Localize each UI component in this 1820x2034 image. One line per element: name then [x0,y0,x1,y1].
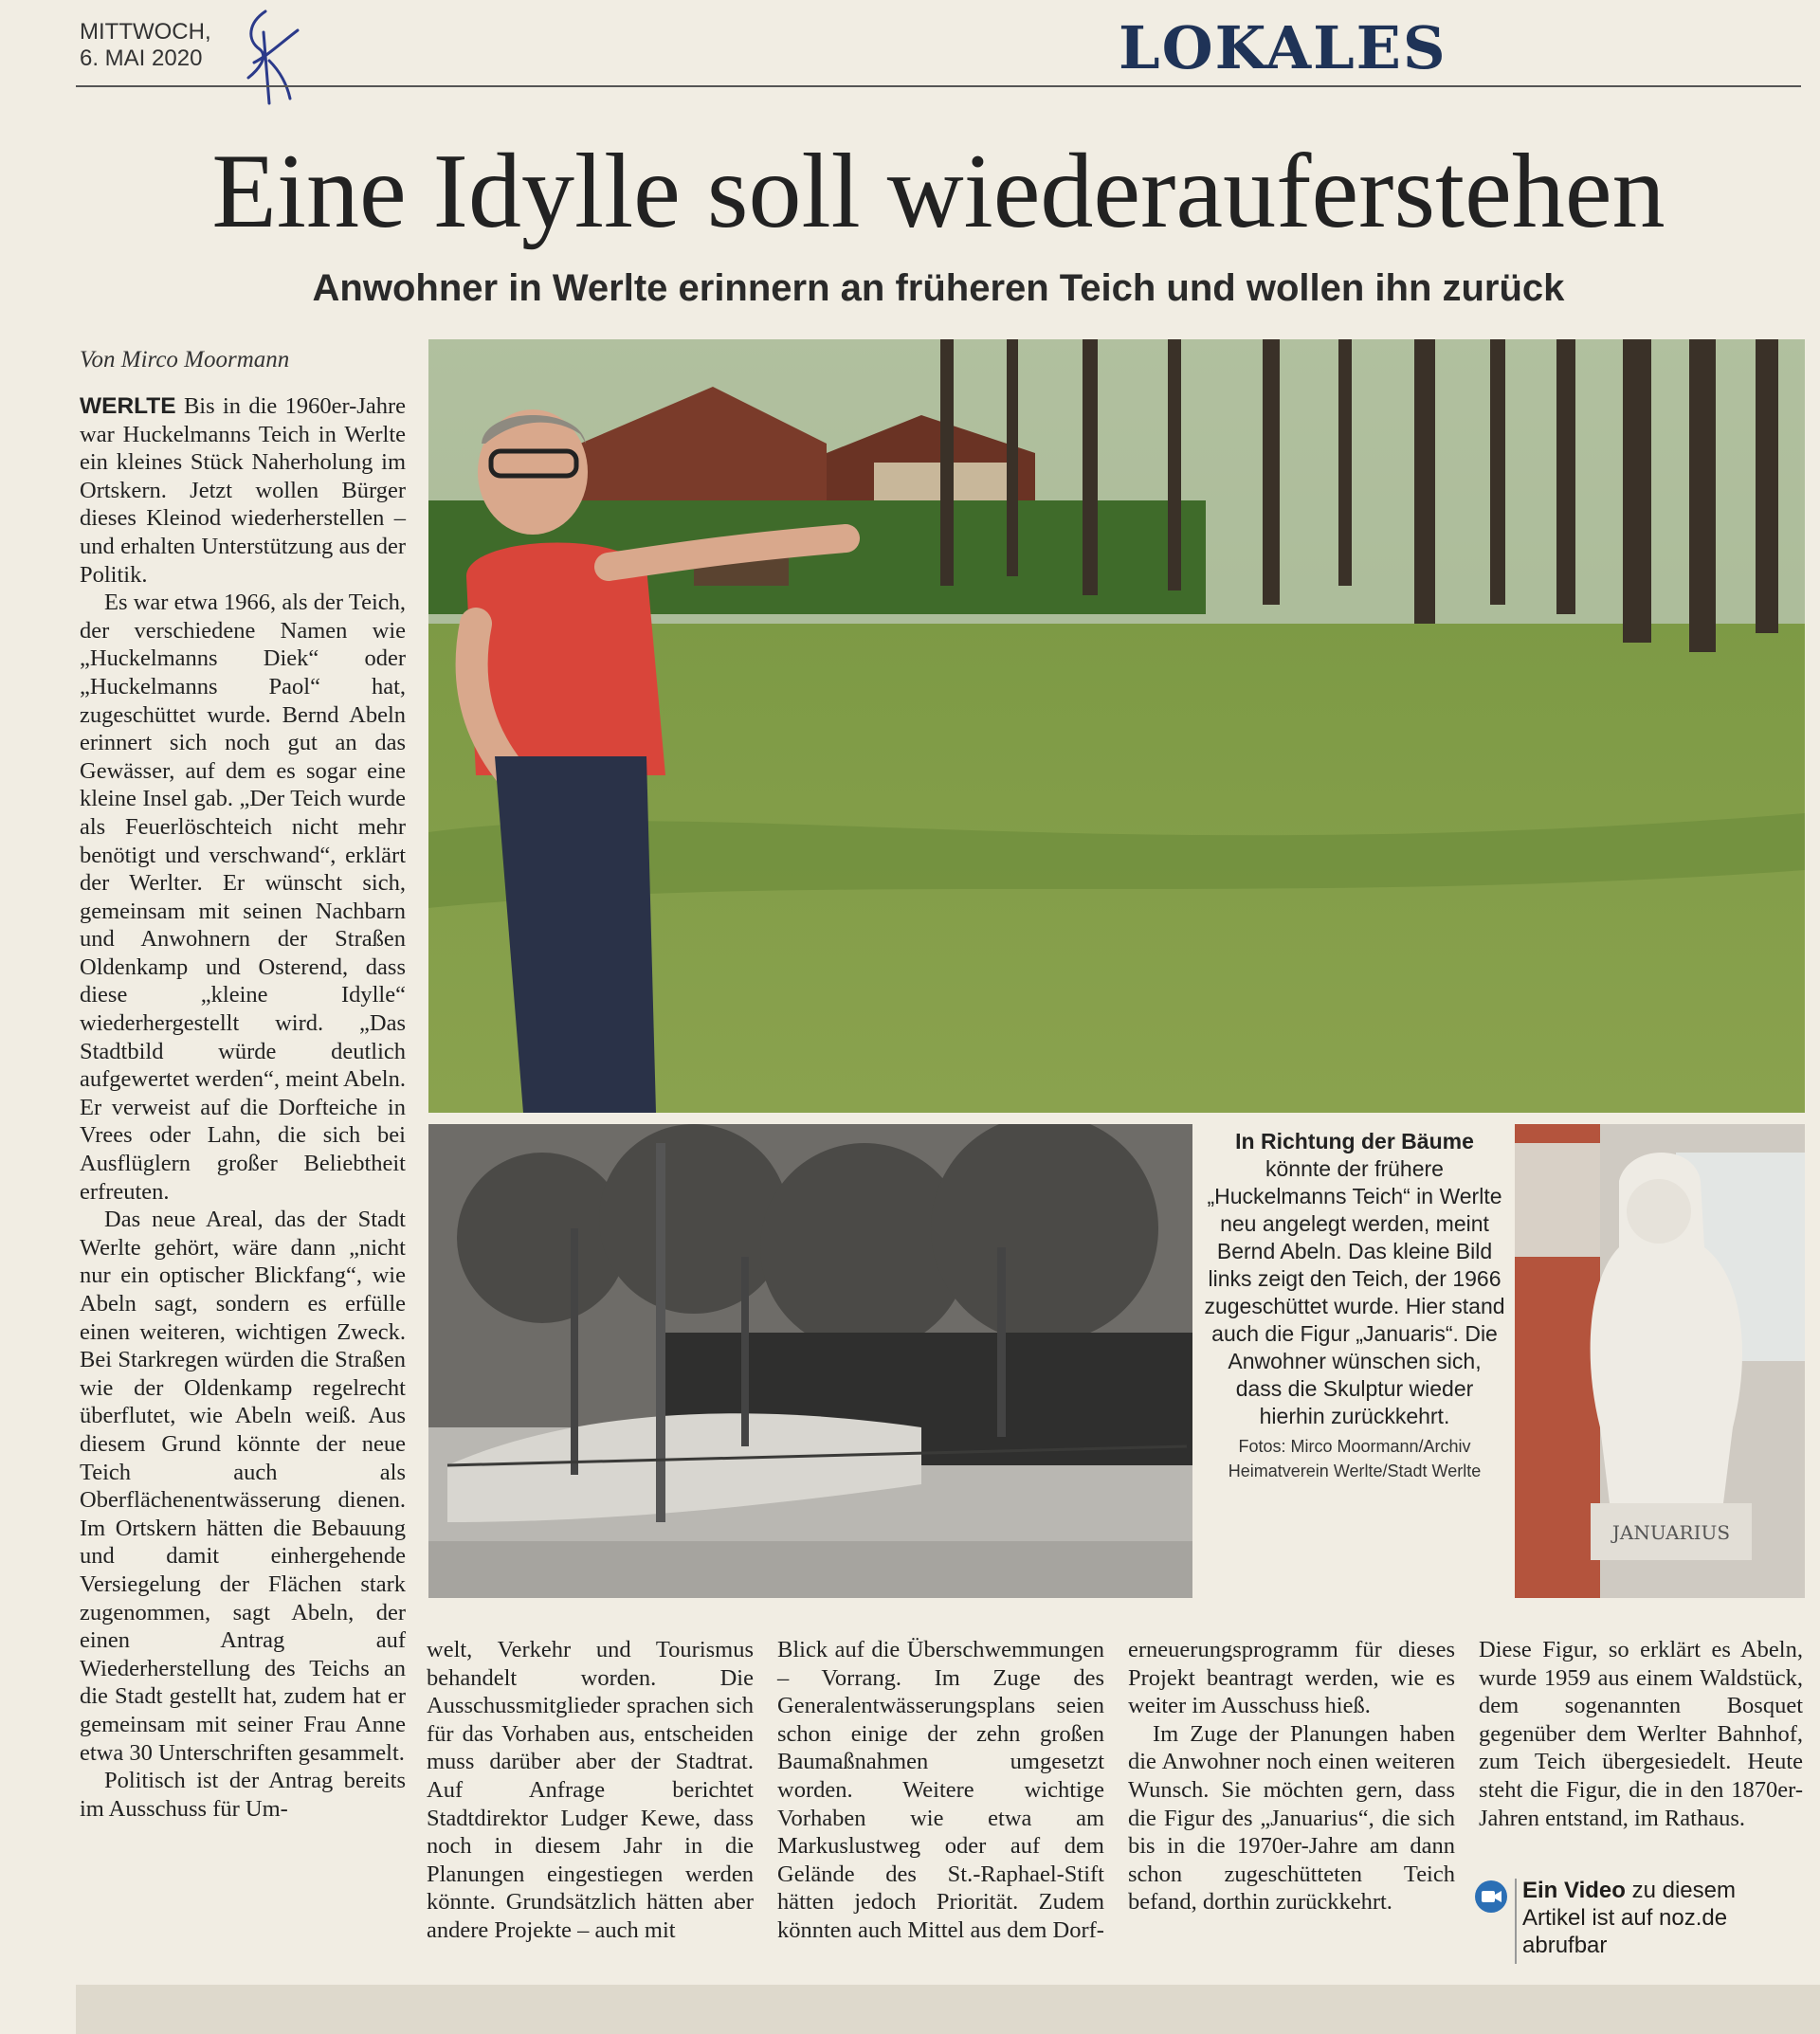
paragraph: Das neue Areal, das der Stadt Werlte gehört, wäre dann „nicht nur ein optischer Blickfang“, wie Abeln sagt, sondern es erfülle einen weiteren, wichtigen Zweck. Bei Starkregen würden die Straßen wie der Oldenkamp regelrecht überflutet, wie Abeln weiß. Aus diesem Grund könnte der neue Teich auch als Oberflächenentwässerung dienen. Im Ortskern hätten die Bebauung und damit einhergehende Versiegelung der Flächen stark zugenommen, sagt Abeln, der einen Antrag auf Wiederherstellung des Teichs an die Stadt gestellt hat, zudem hat er gemeinsam mit seiner Frau Anne etwa 30 Unterschriften gesammelt. [80,1207,406,1766]
headline: Eine Idylle soll wiederauferstehen [211,133,1665,250]
paragraph: Blick auf die Überschwemmungen – Vorrang. Im Zuge des Generalentwässerungsplans seien schon einige der zehn großen Baumaßnahmen umgesetzt worden. Weitere wichtige Vorhaben wie etwa am Markuslustweg oder auf dem Gelände des St.-Raphael-Stift hätten jedoch Priorität. Zudem könnten auch Mittel aus dem Dorf- [777,1637,1104,1943]
archive-pond-photo [428,1124,1192,1598]
caption-head: In Richtung der Bäume [1235,1129,1474,1153]
weekday: MITTWOCH, [80,19,211,45]
caption-body: könnte der frühere „Huckelmanns Teich“ in Werlte neu angelegt werden, meint Bernd Abeln. Das kleine Bild links zeigt den Teich, der 1966 zugeschüttet wurde. Hier stand auch die Figur „Januaris“. Die Anwohner wünschen sich, dass die Skulptur wieder hierhin zurückkehrt. [1204,1156,1505,1428]
statue-plaque-text: JANUARIUS [1611,1521,1731,1544]
section-title: LOKALES [1119,13,1447,82]
main-photo [428,339,1805,1113]
paragraph: WERLTE Bis in die 1960er-Jahre war Huckelmanns Teich in Werlte ein kleines Stück Naherholung im Ortskern. Jetzt wollen Bürger dieses Kleinod wiederherstellen – und erhalten Unterstützung aus der Politik. [80,393,406,588]
article-column-2 [427,1636,754,1945]
date: 6. MAI 2020 [80,45,203,71]
paragraph: welt, Verkehr und Tourismus behandelt worden. Die Ausschussmitglieder sprachen sich für das Vorhaben aus, entscheiden muss darüber aber der Stadtrat. Auf Anfrage berichtet Stadtdirektor Ludger Kewe, dass noch in diesem Jahr in die Planungen eingestiegen werden könnte. Grundsätzlich hätten aber andere Projekte – auch mit [427,1637,754,1943]
dateline [80,19,211,72]
pond-photo-illustration [428,1124,1192,1598]
photo-credit: Fotos: Mirco Moormann/Archiv Heimatverein Werlte/Stadt Werlte [1228,1437,1482,1480]
paragraph: Politisch ist der Antrag bereits im Ausschuss für Um- [80,1768,406,1822]
paragraph: Im Zuge der Planungen haben die Anwohner noch einen weiteren Wunsch. Sie möchten gern, dass die Figur des „Januarius“, die sich bis in die 1970er-Jahre am dann schon zugeschütteten Teich befand, dorthin zurückkehrt. [1128,1720,1455,1916]
dateline-kicker: WERLTE [80,393,176,419]
video-camera-icon [1475,1880,1507,1913]
statue-photo-illustration [1515,1124,1805,1598]
paragraph: Es war etwa 1966, als der Teich, der verschiedene Namen wie „Huckelmanns Diek“ oder „Huckelmanns Paol“ hat, zugeschüttet wurde. Bernd Abeln erinnert sich noch gut an das Gewässer, auf dem es sogar eine kleine Insel gab. „Der Teich wurde als Feuerlöschteich nicht mehr benötigt und verschwand“, erklärt der Werlter. Er wünscht sich, gemeinsam mit seinen Nachbarn und Anwohnern der Straßen Oldenkamp und Osterend, dass diese „kleine Idylle“ wiederhergestellt wird. „Das Stadtbild würde deutlich aufgewertet werden“, meint Abeln. Er verweist auf die Dorfteiche in Vrees oder Lahn, die sich bei Ausflüglern großer Beliebtheit erfreuten. [80,590,406,1205]
article-column-1 [80,392,406,1823]
header-rule [76,85,1801,87]
subheadline: Anwohner in Werlte erinnern an früheren Teich und wollen ihn zurück [312,267,1565,309]
statue-photo [1515,1124,1805,1598]
handwritten-signature-icon [220,4,315,108]
video-divider [1515,1879,1517,1964]
paragraph: Diese Figur, so erklärt es Abeln, wurde 1959 aus einem Waldstück, dem sogenannten Bosquet gegenüber dem Werlter Bahnhof, zum Teich übergesiedelt. Heute steht die Figur, die in den 1870er-Jahren entstand, im Rathaus. [1479,1637,1803,1831]
article-column-3 [777,1636,1104,1945]
article-column-5 [1479,1636,1803,1832]
video-link-text[interactable]: Ein Video zu diesem Artikel ist auf noz.de abrufbar [1522,1878,1736,1958]
article-column-4 [1128,1636,1455,1916]
page-bottom-edge [76,1985,1820,2034]
paragraph: erneuerungsprogramm für dieses Projekt beantragt werden, wie es weiter im Ausschuss hieß. [1128,1637,1455,1719]
photo-caption [1204,1128,1505,1483]
park-photo-illustration [428,339,1805,1113]
byline: Von Mirco Moormann [80,347,290,372]
